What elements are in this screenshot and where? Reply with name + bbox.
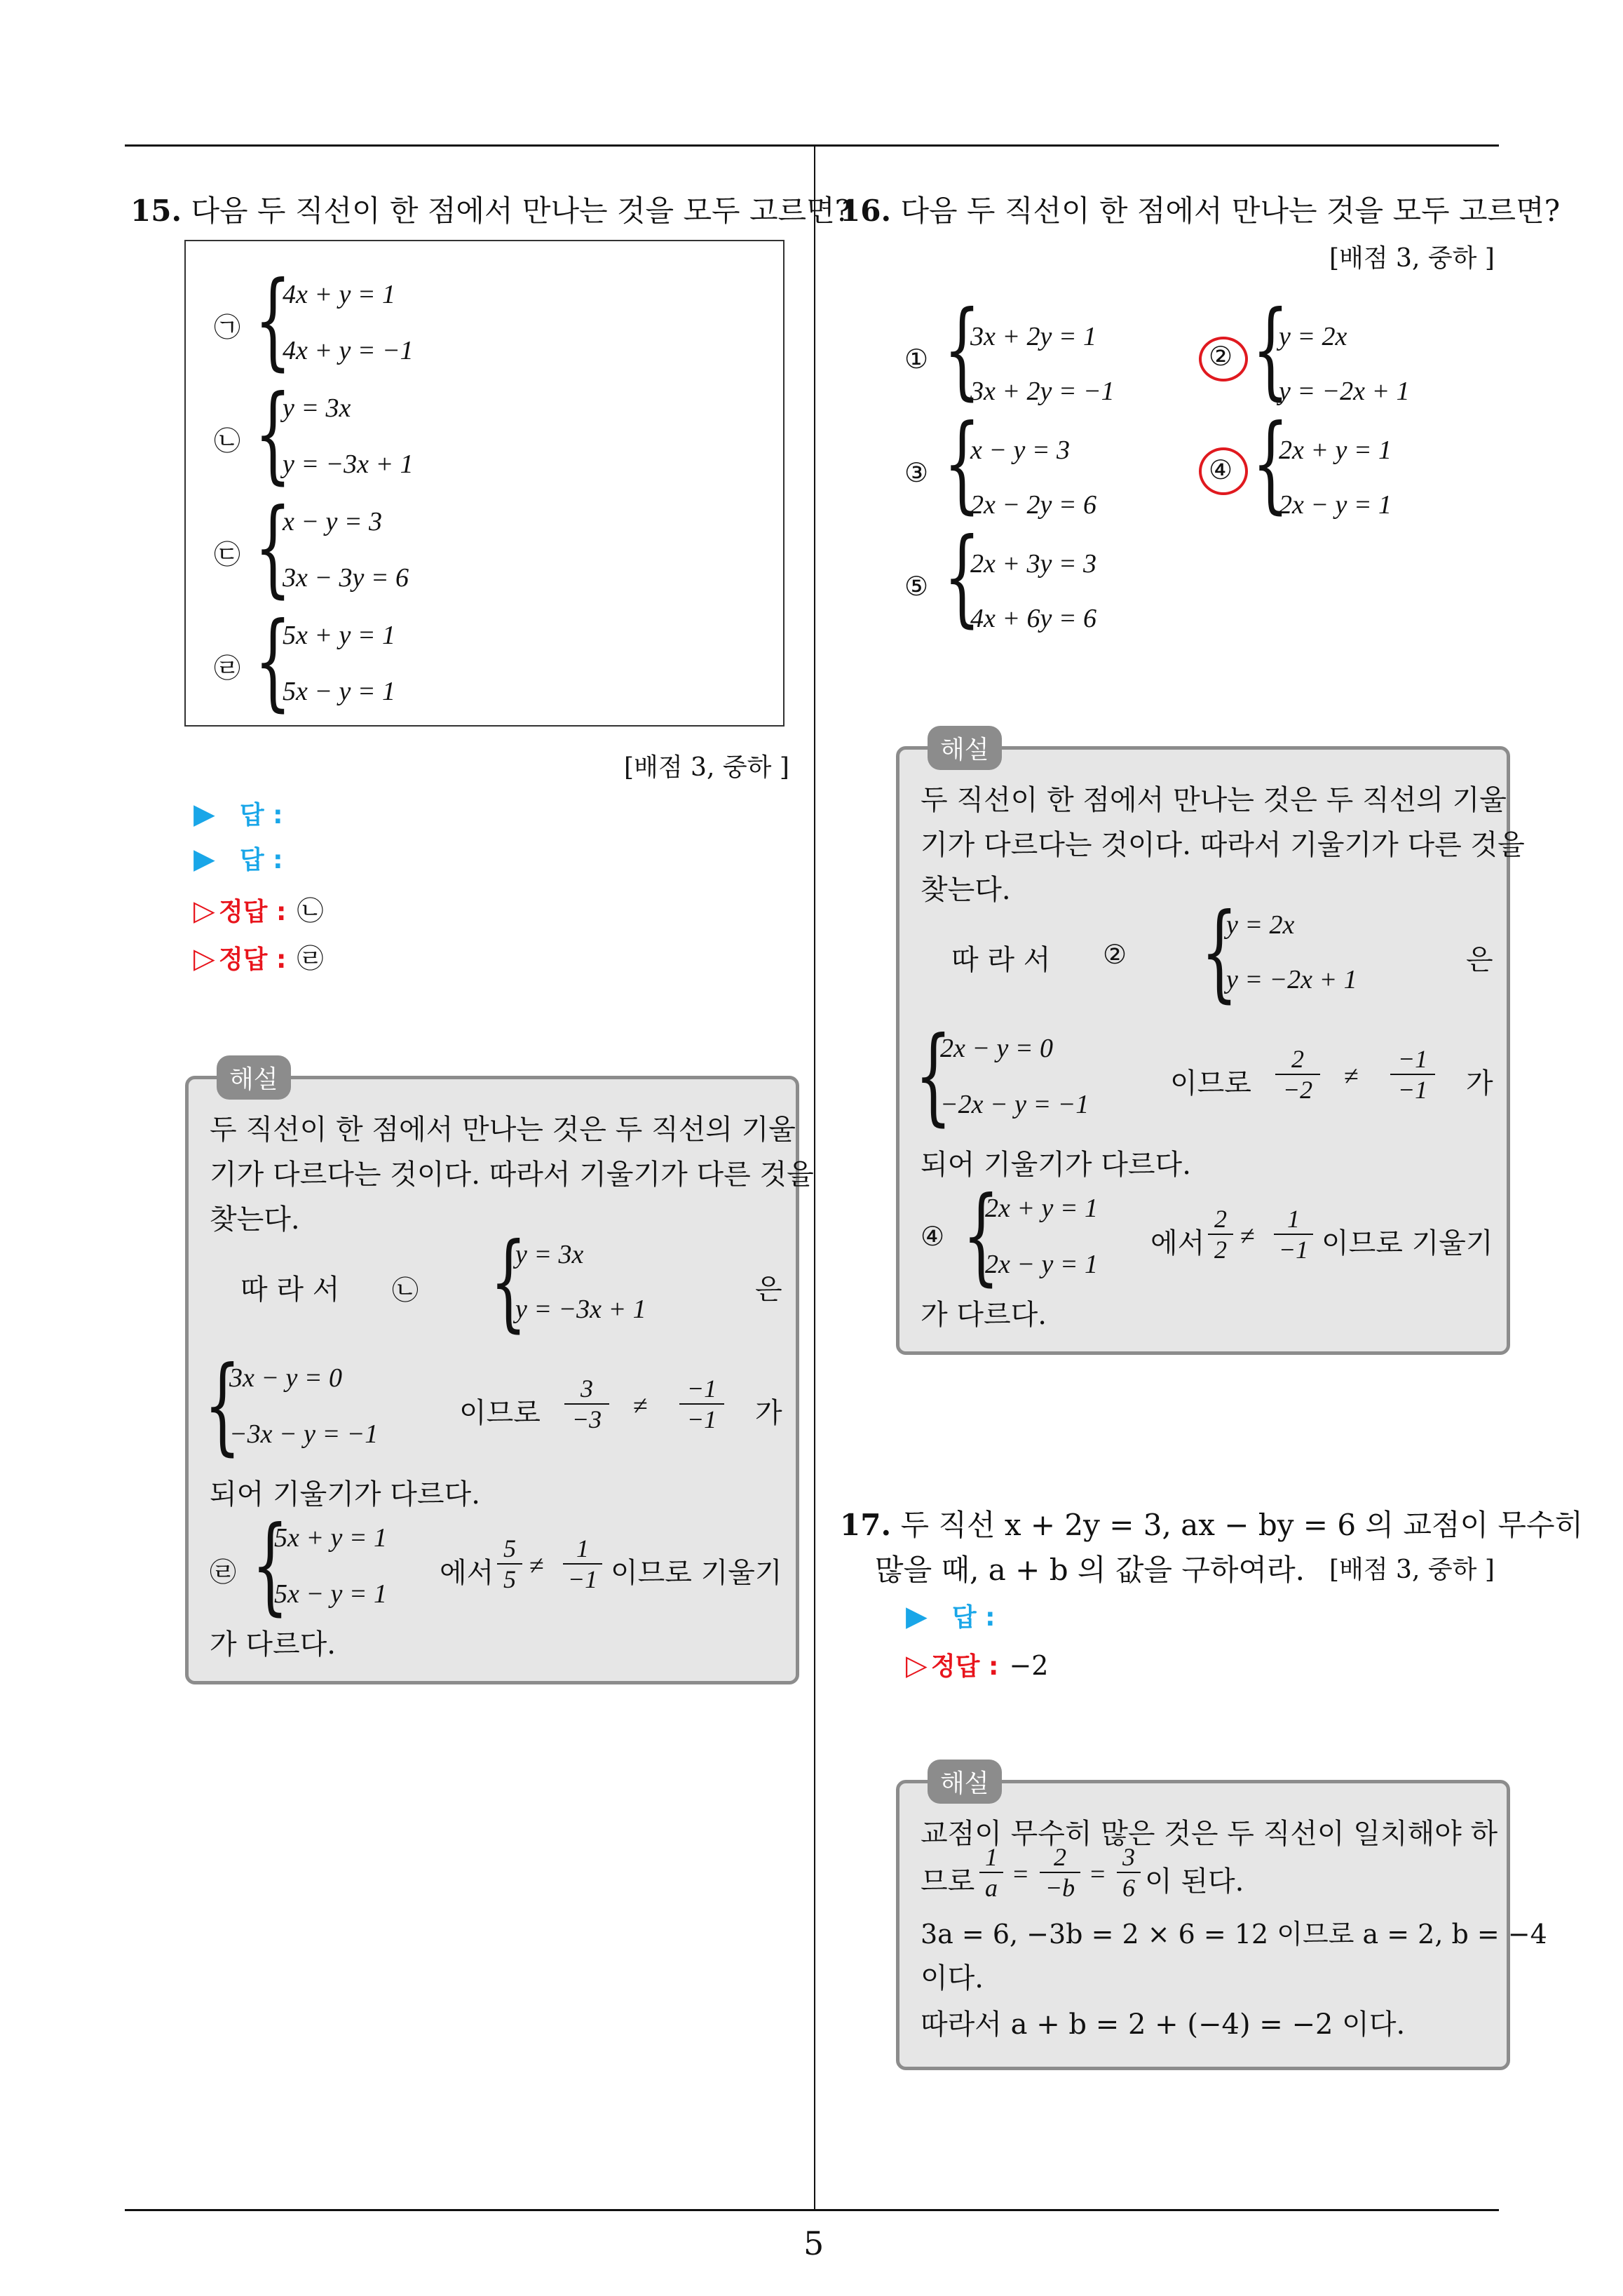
play-icon: ▶ bbox=[193, 798, 215, 830]
explanation-tag: 해설 bbox=[928, 726, 1002, 770]
explanation-eq: 2x + y = 1 bbox=[985, 1194, 1099, 1223]
q15-eq: 5x + y = 1 bbox=[283, 621, 396, 650]
explanation-text: 가 다르다. bbox=[921, 1299, 1047, 1331]
explanation-eq: 5x − y = 1 bbox=[274, 1579, 388, 1609]
explanation-text: 이므로 bbox=[1170, 1067, 1251, 1100]
neq-symbol: ≠ bbox=[633, 1391, 648, 1421]
play-icon: ▶ bbox=[906, 1600, 928, 1633]
fraction-denominator: −1 bbox=[686, 1405, 717, 1433]
brace-icon: { bbox=[944, 289, 981, 411]
explanation-tag: 해설 bbox=[928, 1760, 1002, 1804]
explanation-text: 되어 기울기가 다르다. bbox=[210, 1478, 480, 1511]
explanation-text: 에서 bbox=[1150, 1227, 1205, 1260]
explanation-text: 이다. bbox=[921, 1962, 984, 1994]
q16-choice-mark: ⑤ bbox=[904, 571, 929, 602]
brace-icon: { bbox=[254, 487, 292, 609]
page-number: 5 bbox=[803, 2224, 824, 2262]
fraction-numerator: 2 bbox=[1208, 1204, 1233, 1235]
explanation-eq: y = −2x + 1 bbox=[1226, 965, 1357, 994]
fraction bbox=[497, 1534, 522, 1594]
q17-stem bbox=[840, 1502, 1583, 1544]
neq-symbol: ≠ bbox=[1344, 1062, 1359, 1091]
fraction-denominator: −1 bbox=[1397, 1076, 1428, 1104]
explanation-mark: ㉣ bbox=[210, 1557, 237, 1588]
bottom-rule bbox=[125, 2209, 1499, 2211]
fraction bbox=[679, 1374, 724, 1434]
q15-text: 다음 두 직선이 한 점에서 만나는 것을 모두 고르면? bbox=[191, 194, 851, 228]
q16-eq: 2x − 2y = 6 bbox=[970, 490, 1097, 520]
fraction bbox=[1208, 1204, 1233, 1264]
q16-eq: 3x + 2y = 1 bbox=[970, 322, 1097, 351]
q15-eq: y = −3x + 1 bbox=[283, 450, 414, 479]
correct-label: 정답 : bbox=[218, 898, 287, 926]
answer-label: 답 : bbox=[239, 846, 283, 874]
fraction-numerator: 1 bbox=[1274, 1204, 1313, 1235]
explanation-eq: 5x + y = 1 bbox=[274, 1523, 388, 1553]
explanation-eq: y = 2x bbox=[1226, 910, 1295, 940]
q16-eq: x − y = 3 bbox=[970, 435, 1071, 465]
brace-icon: { bbox=[490, 1221, 527, 1343]
explanation-text: 되어 기울기가 다르다. bbox=[921, 1149, 1191, 1181]
brace-icon: { bbox=[252, 1504, 289, 1626]
explanation-text: 따 라 서 bbox=[951, 944, 1051, 976]
q16-eq: 3x + 2y = −1 bbox=[970, 377, 1115, 406]
explanation-text: 은 bbox=[1466, 944, 1493, 976]
q16-explanation-box bbox=[896, 736, 1525, 1355]
brace-icon: { bbox=[254, 259, 292, 381]
explanation-text: 가 bbox=[755, 1397, 782, 1429]
explanation-eq: −2x − y = −1 bbox=[940, 1090, 1089, 1119]
q16-text: 다음 두 직선이 한 점에서 만나는 것을 모두 고르면? bbox=[900, 194, 1561, 228]
q15-choice-mark: ㉡ bbox=[214, 426, 241, 457]
brace-icon: { bbox=[1201, 891, 1238, 1013]
q15-answer-row bbox=[193, 840, 283, 876]
neq-symbol: ≠ bbox=[1240, 1222, 1255, 1251]
brace-icon: { bbox=[915, 1015, 952, 1137]
explanation-text: 찾는다. bbox=[921, 874, 1011, 906]
q15-eq: y = 3x bbox=[283, 393, 351, 423]
q16-eq: y = 2x bbox=[1279, 322, 1347, 351]
column-divider bbox=[814, 144, 815, 2210]
outline-play-icon: ▷ bbox=[193, 943, 215, 975]
fraction-denominator: a bbox=[985, 1874, 998, 1902]
q15-stem bbox=[130, 188, 850, 230]
explanation-eq: y = −3x + 1 bbox=[515, 1295, 646, 1324]
q17-number: 17. bbox=[840, 1508, 892, 1542]
q15-eq: 5x − y = 1 bbox=[283, 677, 396, 706]
explanation-text: 이므로 bbox=[459, 1397, 541, 1429]
correct-value: ㉡ bbox=[297, 896, 324, 926]
explanation-text: 이므로 기울기 bbox=[611, 1557, 782, 1589]
brace-icon: { bbox=[963, 1175, 1000, 1297]
explanation-text: 이므로 기울기 bbox=[1322, 1227, 1493, 1260]
explanation-text: 은 bbox=[755, 1274, 782, 1306]
q15-choice-mark: ㉣ bbox=[214, 653, 241, 684]
fraction-numerator: 1 bbox=[979, 1842, 1003, 1873]
q16-eq: y = −2x + 1 bbox=[1279, 377, 1410, 406]
fraction-numerator: 2 bbox=[1040, 1842, 1080, 1873]
answer-label: 답 : bbox=[951, 1603, 996, 1632]
q15-eq: 4x + y = 1 bbox=[283, 280, 396, 309]
brace-icon: { bbox=[944, 403, 981, 525]
fraction-numerator: −1 bbox=[679, 1374, 724, 1405]
q16-stem bbox=[840, 188, 1560, 230]
brace-icon: { bbox=[1252, 289, 1289, 411]
explanation-text: 따 라 서 bbox=[240, 1274, 340, 1306]
explanation-text: 기가 다르다는 것이다. 따라서 기울기가 다른 것을 bbox=[210, 1159, 814, 1191]
q16-score: [배점 3, 중하 ] bbox=[1329, 244, 1495, 273]
fraction bbox=[1390, 1044, 1435, 1105]
equals-symbol: = bbox=[1090, 1860, 1106, 1889]
brace-icon: { bbox=[204, 1344, 241, 1466]
brace-icon: { bbox=[254, 600, 292, 722]
explanation-eq: 3x − y = 0 bbox=[229, 1363, 343, 1393]
fraction-numerator: 3 bbox=[564, 1374, 609, 1405]
correct-value: ㉣ bbox=[297, 943, 324, 974]
explanation-text: 교점이 무수히 많은 것은 두 직선이 일치해야 하 bbox=[921, 1818, 1498, 1850]
outline-play-icon: ▷ bbox=[193, 895, 215, 927]
q17-explanation-box bbox=[896, 1769, 1547, 2070]
correct-label: 정답 : bbox=[930, 1652, 999, 1681]
outline-play-icon: ▷ bbox=[906, 1649, 928, 1682]
brace-icon: { bbox=[254, 373, 292, 495]
q15-explanation-box bbox=[185, 1065, 814, 1684]
q15-choice-box bbox=[184, 240, 785, 727]
fraction bbox=[1275, 1044, 1320, 1105]
q16-eq: 2x − y = 1 bbox=[1279, 490, 1392, 520]
fraction bbox=[1274, 1204, 1313, 1264]
fraction-denominator: −2 bbox=[1282, 1076, 1313, 1104]
top-rule bbox=[125, 144, 1499, 147]
q16-choice-mark: ② bbox=[1209, 341, 1233, 372]
fraction-numerator: 5 bbox=[497, 1534, 522, 1565]
fraction bbox=[564, 1374, 609, 1434]
q15-correct-row bbox=[193, 937, 323, 975]
fraction-numerator: 1 bbox=[563, 1534, 602, 1565]
explanation-text: 두 직선이 한 점에서 만나는 것은 두 직선의 기울 bbox=[921, 784, 1507, 816]
explanation-text: 이 된다. bbox=[1145, 1865, 1244, 1898]
fraction-numerator: 3 bbox=[1117, 1842, 1141, 1873]
q15-eq: x − y = 3 bbox=[283, 507, 383, 536]
fraction-denominator: −3 bbox=[571, 1405, 602, 1433]
fraction-denominator: −b bbox=[1045, 1874, 1075, 1902]
q15-choice-mark: ㉢ bbox=[214, 539, 241, 570]
q15-score: [배점 3, 중하 ] bbox=[624, 753, 789, 782]
q17-answer-row bbox=[906, 1598, 996, 1633]
play-icon: ▶ bbox=[193, 843, 215, 875]
q16-eq: 4x + 6y = 6 bbox=[970, 604, 1097, 633]
correct-value: −2 bbox=[1009, 1650, 1049, 1681]
q17-text-line2: 많을 때, a + b 의 값을 구하여라. bbox=[875, 1553, 1305, 1587]
q15-correct-row bbox=[193, 889, 323, 928]
q17-score: [배점 3, 중하 ] bbox=[1329, 1555, 1495, 1584]
q15-eq: 4x + y = −1 bbox=[283, 336, 414, 365]
correct-label: 정답 : bbox=[218, 945, 287, 974]
q17-text-line1: 두 직선 x + 2y = 3, ax − by = 6 의 교점이 무수히 bbox=[900, 1508, 1584, 1542]
explanation-mark: ② bbox=[1103, 939, 1127, 970]
explanation-text: 가 bbox=[1466, 1067, 1493, 1100]
q17-correct-row bbox=[906, 1647, 1048, 1682]
equals-symbol: = bbox=[1013, 1860, 1028, 1889]
fraction-denominator: 6 bbox=[1122, 1874, 1135, 1902]
fraction-denominator: 2 bbox=[1214, 1236, 1227, 1264]
explanation-text: 므로 bbox=[921, 1865, 975, 1898]
explanation-text: 찾는다. bbox=[210, 1203, 300, 1236]
q16-eq: 2x + 3y = 3 bbox=[970, 549, 1097, 579]
q16-choice-mark: ③ bbox=[904, 457, 929, 488]
fraction bbox=[563, 1534, 602, 1594]
q16-choice-mark: ① bbox=[904, 344, 929, 374]
explanation-text: 기가 다르다는 것이다. 따라서 기울기가 다른 것을 bbox=[921, 829, 1525, 861]
explanation-eq: y = 3x bbox=[515, 1240, 584, 1269]
fraction-denominator: 5 bbox=[503, 1565, 516, 1593]
explanation-text: 3a = 6, −3b = 2 × 6 = 12 이므로 a = 2, b = −4 bbox=[921, 1919, 1547, 1950]
explanation-mark: ㉡ bbox=[392, 1275, 419, 1306]
explanation-text: 따라서 a + b = 2 + (−4) = −2 이다. bbox=[921, 2008, 1406, 2041]
q16-number: 16. bbox=[840, 194, 892, 228]
brace-icon: { bbox=[1252, 403, 1289, 525]
explanation-text: 두 직선이 한 점에서 만나는 것은 두 직선의 기울 bbox=[210, 1114, 796, 1146]
neq-symbol: ≠ bbox=[529, 1551, 544, 1581]
explanation-eq: 2x − y = 1 bbox=[985, 1250, 1099, 1279]
fraction-numerator: 2 bbox=[1275, 1044, 1320, 1075]
explanation-text: 가 다르다. bbox=[210, 1628, 336, 1661]
explanation-tag: 해설 bbox=[217, 1055, 291, 1100]
fraction bbox=[979, 1842, 1003, 1903]
fraction-denominator: −1 bbox=[1278, 1236, 1309, 1264]
q16-choice-mark: ④ bbox=[1209, 454, 1233, 485]
brace-icon: { bbox=[944, 516, 981, 638]
explanation-text: 에서 bbox=[440, 1557, 494, 1589]
answer-label: 답 : bbox=[239, 801, 283, 830]
fraction-denominator: −1 bbox=[567, 1565, 598, 1593]
fraction bbox=[1117, 1842, 1141, 1903]
q15-answer-row bbox=[193, 795, 283, 831]
q16-eq: 2x + y = 1 bbox=[1279, 435, 1392, 465]
explanation-eq: −3x − y = −1 bbox=[229, 1419, 379, 1449]
fraction bbox=[1040, 1842, 1080, 1903]
q15-eq: 3x − 3y = 6 bbox=[283, 563, 409, 593]
explanation-eq: 2x − y = 0 bbox=[940, 1034, 1054, 1063]
q15-choice-mark: ㉠ bbox=[214, 312, 241, 343]
fraction-numerator: −1 bbox=[1390, 1044, 1435, 1075]
q15-number: 15. bbox=[130, 194, 182, 228]
explanation-mark: ④ bbox=[921, 1221, 945, 1252]
